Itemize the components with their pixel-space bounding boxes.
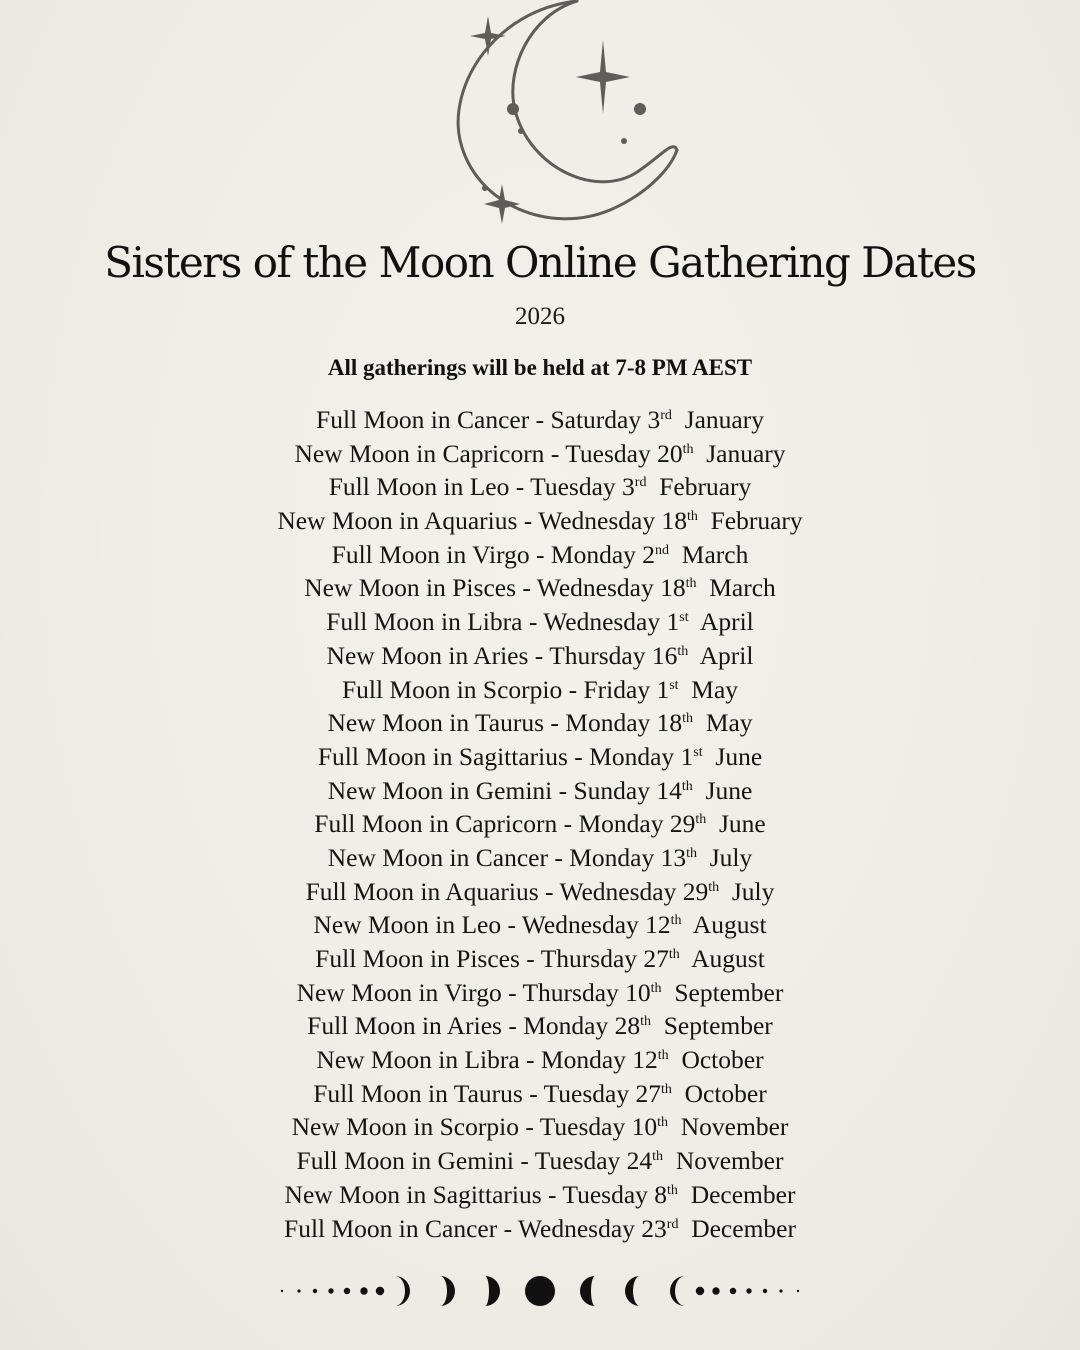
month: February — [659, 472, 752, 502]
day-suffix: rd — [660, 408, 672, 423]
weekday: Friday — [583, 674, 651, 704]
weekday: Monday — [540, 1045, 626, 1075]
weekday: Monday — [550, 539, 636, 569]
date-row: New Moon in Scorpio - Tuesday 10th November — [291, 1112, 789, 1142]
date-row: New Moon in Sagittarius - Tuesday 8th December — [284, 1179, 796, 1209]
date-row: New Moon in Aries - Thursday 16th April — [326, 640, 754, 670]
weekday: Thursday — [549, 640, 646, 670]
day-number: 2 — [642, 539, 656, 569]
moon-event: Full Moon in Gemini — [296, 1146, 515, 1176]
month: September — [663, 1011, 773, 1041]
date-row: Full Moon in Aquarius - Wednesday 29th July — [305, 876, 775, 906]
weekday: Wednesday — [521, 910, 639, 940]
month: August — [691, 944, 765, 973]
weekday: Tuesday — [530, 472, 616, 502]
month: August — [692, 910, 767, 940]
weekday: Monday — [569, 842, 655, 872]
moon-event: New Moon in Scorpio — [291, 1112, 519, 1142]
month: September — [674, 977, 784, 1007]
date-row: Full Moon in Aries - Monday 28th September — [307, 1011, 773, 1041]
moon-event: Full Moon in Scorpio — [341, 674, 563, 704]
day-number: 29 — [682, 876, 709, 906]
moon-event: New Moon in Leo — [313, 910, 502, 940]
moon-event: New Moon in Cancer — [327, 842, 548, 872]
month: January — [706, 438, 786, 468]
month: April — [699, 607, 754, 637]
moon-event: Full Moon in Cancer — [316, 405, 530, 434]
moon-event: Full Moon in Aries — [307, 1011, 502, 1041]
day-suffix: th — [682, 711, 694, 727]
date-row: Full Moon in Libra - Wednesday 1st April — [326, 607, 754, 637]
day-number: 10 — [625, 977, 651, 1007]
day-suffix: th — [685, 576, 697, 592]
date-row: Full Moon in Cancer - Wednesday 23rd December — [284, 1213, 796, 1243]
weekday: Wednesday — [538, 506, 656, 536]
date-row: New Moon in Gemini - Sunday 14th June — [327, 775, 753, 805]
date-row: Full Moon in Taurus - Tuesday 27th October — [313, 1078, 767, 1108]
crescent-moon-with-stars-icon — [440, 0, 690, 230]
moon-phases-icon — [270, 1266, 810, 1316]
day-number: 12 — [645, 910, 671, 940]
day-suffix: th — [657, 1115, 668, 1131]
moon-event: Full Moon in Pisces — [315, 944, 520, 973]
day-number: 20 — [657, 438, 683, 468]
month: June — [718, 809, 766, 839]
day-number: 1 — [666, 607, 680, 637]
moon-event: Full Moon in Taurus — [313, 1078, 523, 1108]
day-number: 27 — [643, 944, 669, 973]
date-row: Full Moon in Cancer - Saturday 3rd January — [316, 405, 764, 434]
day-suffix: th — [640, 1014, 651, 1030]
moon-event: Full Moon in Sagittarius — [317, 741, 568, 771]
month: July — [709, 842, 753, 872]
day-suffix: st — [693, 744, 703, 760]
weekday: Monday — [589, 741, 675, 771]
month: July — [731, 876, 775, 906]
day-number: 3 — [622, 472, 635, 502]
date-row: Full Moon in Capricorn - Monday 29th June — [314, 809, 766, 839]
date-row: Full Moon in Scorpio - Friday 1st May — [341, 674, 739, 704]
month: October — [684, 1078, 767, 1108]
moon-event: Full Moon in Aquarius — [305, 876, 539, 906]
day-suffix: rd — [634, 475, 647, 491]
month: March — [681, 539, 749, 569]
weekday: Thursday — [540, 944, 638, 973]
day-suffix: th — [681, 778, 693, 794]
day-suffix: th — [677, 643, 689, 659]
day-number: 18 — [660, 573, 686, 603]
moon-event: New Moon in Virgo — [296, 977, 502, 1007]
day-suffix: th — [686, 845, 697, 861]
month: November — [680, 1112, 789, 1142]
weekday: Monday — [565, 708, 651, 738]
month: May — [705, 708, 753, 738]
day-suffix: th — [650, 980, 662, 996]
month: February — [710, 506, 803, 536]
day-number: 18 — [656, 708, 683, 738]
weekday: Sunday — [573, 775, 650, 805]
day-number: 12 — [632, 1045, 658, 1075]
moon-event: Full Moon in Capricorn — [314, 809, 558, 839]
moon-event: Full Moon in Virgo — [331, 539, 530, 569]
day-suffix: th — [652, 1149, 664, 1165]
moon-event: New Moon in Aries — [326, 640, 529, 670]
date-row: New Moon in Taurus - Monday 18th May — [327, 708, 753, 738]
weekday: Saturday — [550, 405, 642, 434]
day-suffix: th — [695, 812, 707, 828]
day-suffix: th — [686, 509, 698, 525]
month: January — [684, 405, 764, 434]
gathering-dates-list — [0, 403, 1080, 1245]
day-suffix: rd — [666, 1216, 679, 1232]
day-number: 3 — [647, 405, 661, 434]
moon-event: New Moon in Pisces — [304, 573, 517, 603]
moon-event: New Moon in Capricorn — [294, 438, 545, 468]
date-row: New Moon in Cancer - Monday 13th July — [327, 842, 753, 872]
weekday: Wednesday — [536, 573, 654, 603]
weekday: Wednesday — [543, 607, 661, 637]
date-row: Full Moon in Gemini - Tuesday 24th November — [296, 1146, 784, 1176]
date-row: New Moon in Leo - Wednesday 12th August — [313, 910, 767, 940]
month: March — [709, 573, 776, 603]
month: April — [699, 640, 754, 670]
day-suffix: st — [669, 677, 679, 693]
day-suffix: st — [679, 610, 689, 626]
date-row: Full Moon in Sagittarius - Monday 1st June — [317, 741, 763, 771]
weekday: Tuesday — [565, 438, 651, 468]
time-notice: All gatherings will be held at 7-8 PM AEST — [327, 355, 753, 380]
date-row: New Moon in Virgo - Thursday 10th September — [296, 977, 784, 1007]
day-suffix: th — [667, 1182, 678, 1198]
month: May — [691, 674, 739, 704]
month: June — [715, 741, 763, 771]
date-row: Full Moon in Pisces - Thursday 27th August — [315, 944, 765, 973]
day-number: 28 — [614, 1011, 641, 1041]
moon-event: New Moon in Taurus — [327, 708, 545, 738]
weekday: Wednesday — [559, 876, 677, 906]
day-number: 14 — [656, 775, 682, 805]
day-number: 1 — [656, 674, 670, 704]
day-number: 24 — [626, 1146, 653, 1176]
date-row: New Moon in Libra - Monday 12th October — [316, 1045, 764, 1075]
moon-event: Full Moon in Leo — [328, 472, 510, 502]
weekday: Monday — [578, 809, 664, 839]
day-number: 27 — [635, 1078, 661, 1108]
moon-event: New Moon in Gemini — [327, 775, 553, 805]
weekday: Thursday — [522, 977, 619, 1007]
month: November — [675, 1146, 784, 1176]
day-suffix: th — [657, 1048, 669, 1064]
day-number: 1 — [680, 741, 694, 771]
day-suffix: th — [682, 441, 694, 457]
date-row: New Moon in Pisces - Wednesday 18th March — [304, 573, 776, 603]
day-suffix: th — [670, 913, 682, 929]
day-number: 8 — [654, 1179, 668, 1209]
day-number: 10 — [631, 1112, 658, 1142]
date-row: New Moon in Capricorn - Tuesday 20th January — [294, 438, 786, 468]
day-number: 16 — [651, 640, 678, 670]
day-suffix: th — [668, 947, 680, 962]
moon-event: New Moon in Aquarius — [277, 506, 518, 536]
day-suffix: nd — [655, 542, 670, 558]
day-suffix: th — [708, 879, 720, 895]
date-row: Full Moon in Leo - Tuesday 3rd February — [328, 472, 752, 502]
date-row: New Moon in Aquarius - Wednesday 18th February — [277, 506, 803, 536]
day-number: 29 — [669, 809, 696, 839]
page-title: Sisters of the Moon Online Gathering Dates — [104, 238, 976, 287]
moon-event: New Moon in Sagittarius — [284, 1179, 542, 1209]
day-number: 23 — [641, 1213, 667, 1243]
day-suffix: th — [660, 1081, 672, 1097]
date-row: Full Moon in Virgo - Monday 2nd March — [331, 539, 749, 569]
month: October — [681, 1045, 764, 1075]
moon-event: New Moon in Libra — [316, 1045, 520, 1075]
moon-event: Full Moon in Libra — [326, 607, 523, 637]
day-number: 13 — [660, 842, 687, 872]
weekday: Tuesday — [562, 1179, 648, 1209]
month: June — [705, 775, 753, 805]
month: December — [690, 1179, 796, 1209]
month: December — [691, 1213, 796, 1243]
weekday: Tuesday — [539, 1112, 626, 1142]
weekday: Wednesday — [518, 1213, 635, 1243]
moon-event: Full Moon in Cancer — [284, 1213, 498, 1243]
weekday: Monday — [523, 1011, 609, 1041]
day-number: 18 — [661, 506, 687, 536]
weekday: Tuesday — [543, 1078, 630, 1108]
year-label: 2026 — [515, 303, 565, 330]
weekday: Tuesday — [534, 1146, 621, 1176]
